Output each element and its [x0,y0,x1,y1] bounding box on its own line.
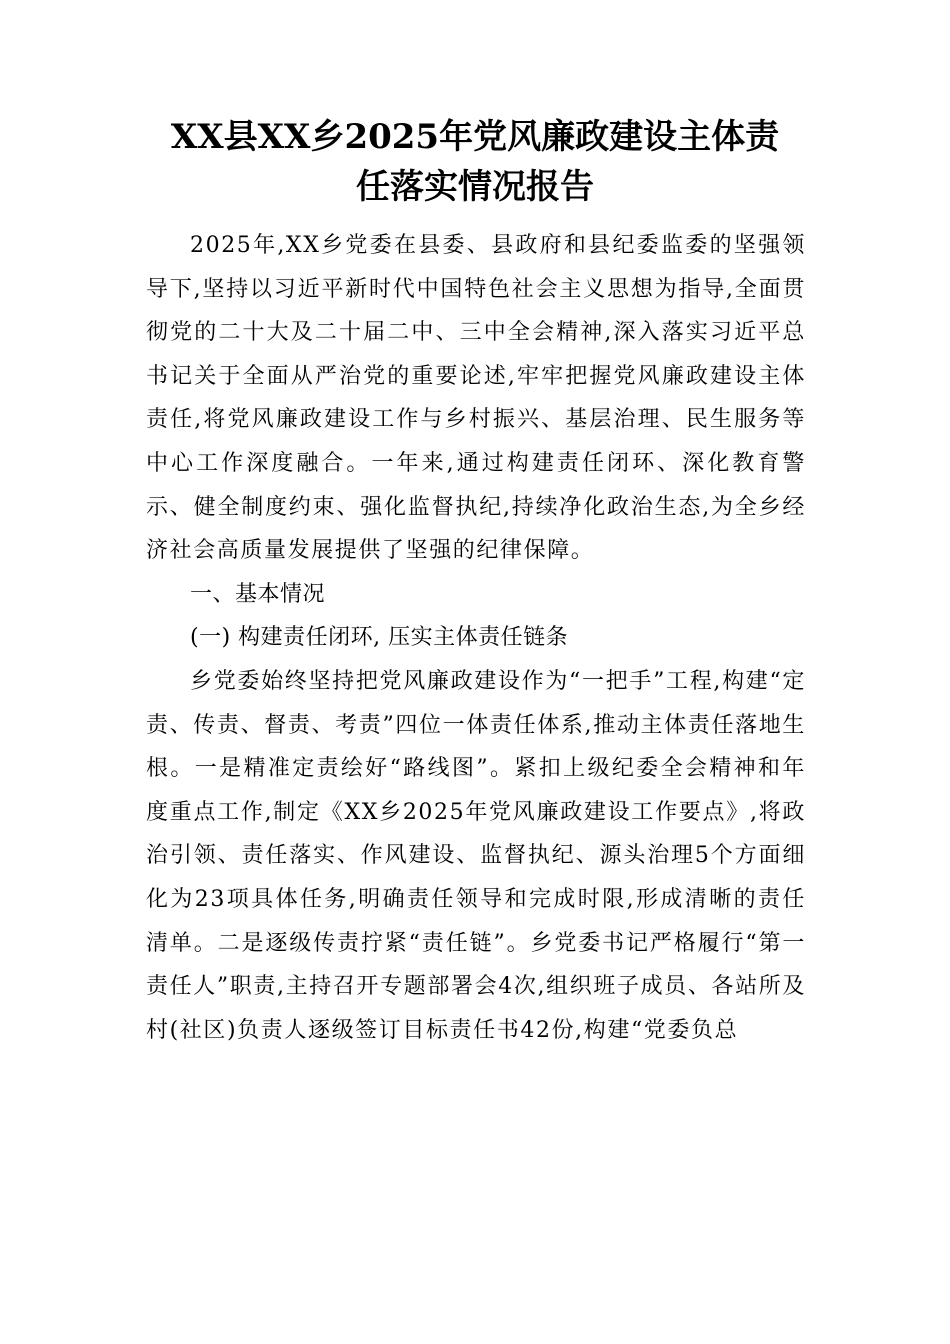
intro-paragraph: 2025年,XX乡党委在县委、县政府和县纪委监委的坚强领导下,坚持以习近平新时代中国特色社会主义思想为指导,全面贯彻党的二十大及二十届二中、三中全会精神,深入落实习近平总书记关于全面从严治党的重要论述,牢牢把握党风廉政建设主体责任,将党风廉政建设工作与乡村振兴、基层治理、民生服务等中心工作深度融合。一年来,通过构建责任闭环、深化教育警示、健全制度约束、强化监督执纪,持续净化政治生态,为全乡经济社会高质量发展提供了坚强的纪律保障。 [146,233,806,564]
document-title [140,112,810,212]
body-paragraph: 乡党委始终坚持把党风廉政建设作为“一把手”工程,构建“定责、传责、督责、考责”四位一体责任体系,推动主体责任落地生根。一是精准定责绘好“路线图”。紧扣上级纪委全会精神和年度重点工作,制定《XX乡2025年党风廉政建设工作要点》,将政治引领、责任落实、作风建设、监督执纪、源头治理5个方面细化为23项具体任务,明确责任领导和完成时限,形成清晰的责任清单。二是逐级传责拧紧“责任链”。乡党委书记严格履行“第一责任人”职责,主持召开专题部署会4次,组织班子成员、各站所及村(社区)负责人逐级签订目标责任书42份,构建“党委负总 [146,668,806,1043]
title-line-1: XX县XX乡2025年党风廉政建设主体责 [170,117,780,157]
section-heading: 一、基本情况 [190,581,326,607]
title-line-2: 任落实情况报告 [356,167,594,207]
subsection-heading: (一) 构建责任闭环, 压实主体责任链条 [190,625,569,651]
document-body [146,224,806,1052]
